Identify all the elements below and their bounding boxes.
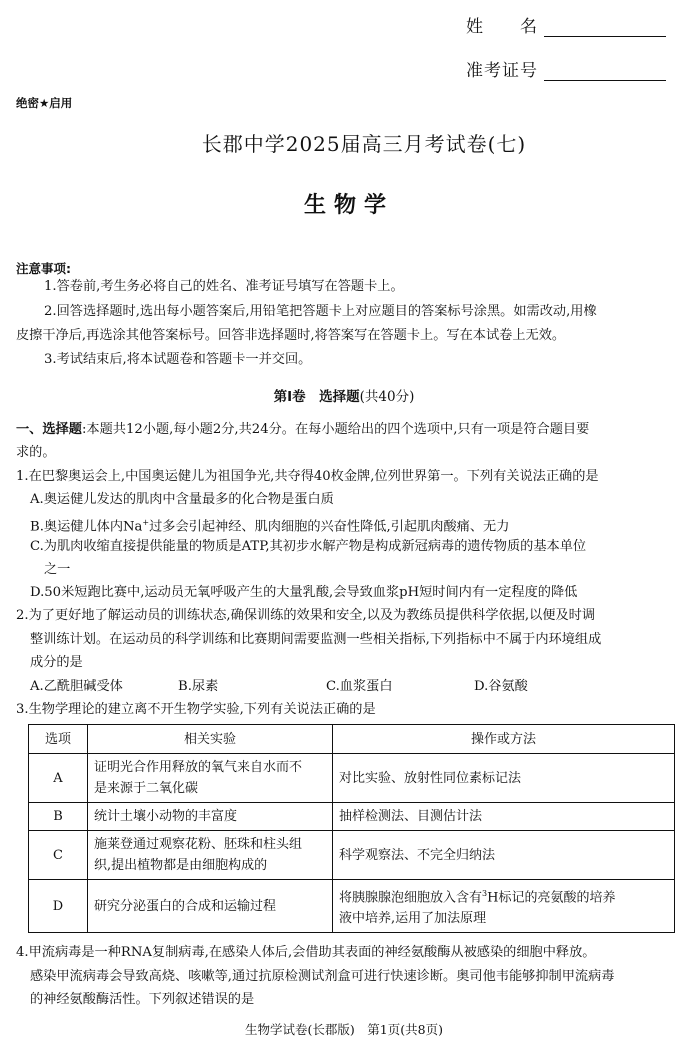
q1-option-a: A.奥运健儿发达的肌肉中含量最多的化合物是蛋白质 [30,492,334,507]
section-title [0,385,688,405]
row-method-sup: 3 [482,889,488,898]
experiment-table [28,724,675,933]
q1-option-c-cont: 之一 [44,562,71,577]
q4-stem-2: 感染甲流病毒会导致高烧、咳嗽等,通过抗原检测试剂盒可进行快速诊断。奥司他韦能够抑制甲流病毒 [30,969,615,984]
section-title-bold: 第Ⅰ卷 选择题 [273,389,360,405]
table-row [29,831,675,880]
row-experiment [88,754,333,803]
table-row [29,880,675,933]
name-blank[interactable] [544,14,666,37]
table-row [29,803,675,831]
q1-option-d: D.50米短跑比赛中,运动员无氧呼吸产生的大量乳酸,会导致血浆pH短时间内有一定程度的降低 [30,585,578,600]
q4-stem-3: 的神经氨酸酶活性。下列叙述错误的是 [30,992,255,1007]
row-experiment-line: 施莱登通过观察花粉、胚珠和柱头组 [94,837,303,852]
notice-line-3: 皮擦干净后,再选涂其他答案标号。回答非选择题时,将答案写在答题卡上。写在本试卷上无效。 [16,328,566,343]
exam-id-blank[interactable] [544,58,666,81]
secret-label: 绝密★启用 [16,96,73,110]
row-method: 抽样检测法、目测估计法 [333,803,675,831]
row-method-pre: 将胰腺腺泡细胞放入含有 [339,890,483,906]
col-header-method: 操作或方法 [333,725,675,754]
row-experiment: 统计土壤小动物的丰富度 [88,803,333,831]
name-field [466,12,666,37]
notice-line-2: 2.回答选择题时,选出每小题答案后,用铅笔把答题卡上对应题目的答案标号涂黑。如需改动,用橡 [44,304,597,319]
part-desc-2: 求的。 [16,445,56,460]
exam-id-field [466,56,666,81]
q1-option-b-post: 过多会引起神经、肌肉细胞的兴奋性降低,引起肌肉酸痛、无力 [149,519,510,535]
row-experiment-line: 是来源于二氧化碳 [94,781,199,796]
q2-stem-2: 整训练计划。在运动员的科学训练和比赛期间需要监测一些相关指标,下列指标中不属于内环境组成 [30,632,602,647]
q2-option-d: D.谷氨酸 [474,679,528,694]
page-footer: 生物学试卷(长郡版) 第1页(共8页) [245,1022,443,1037]
row-experiment: 研究分泌蛋白的合成和运输过程 [88,880,333,933]
notice-line-1: 1.答卷前,考生务必将自己的姓名、准考证号填写在答题卡上。 [44,279,404,294]
q2-options [30,676,622,698]
name-label: 姓 名 [466,17,538,37]
col-header-option: 选项 [29,725,88,754]
row-experiment [88,831,333,880]
section-title-points: (共40分) [359,389,415,405]
row-option: D [29,880,88,933]
q4-stem-1: 4.甲流病毒是一种RNA复制病毒,在感染人体后,会借助其表面的神经氨酸酶从被感染的细胞中释放。 [16,945,596,960]
subject-title: 生物学 [303,193,394,218]
row-method-post: H标记的亮氨酸的培养 [487,890,616,906]
q1-stem: 1.在巴黎奥运会上,中国奥运健儿为祖国争光,共夺得40枚金牌,位列世界第一。下列有关说法正确的是 [16,469,599,484]
q2-option-c: C.血浆蛋白 [326,679,393,694]
row-method [333,880,675,933]
q2-stem-3: 成分的是 [30,655,83,670]
q1-option-b [30,512,509,538]
col-header-experiment: 相关实验 [88,725,333,754]
exam-title: 长郡中学2025届高三月考试卷(七) [201,132,527,156]
exam-id-label: 准考证号 [466,61,538,81]
q2-option-a: A.乙酰胆碱受体 [30,679,123,694]
row-experiment-line: 织,提出植物都是由细胞构成的 [94,858,268,873]
row-method: 科学观察法、不完全归纳法 [333,831,675,880]
row-option: A [29,754,88,803]
table-row [29,754,675,803]
row-option: C [29,831,88,880]
row-method-line: 液中培养,运用了加法原理 [339,911,487,927]
row-option: B [29,803,88,831]
row-method-line [339,883,668,908]
part-instructions [16,419,589,441]
table-header-row [29,725,675,754]
q1-option-c: C.为肌肉收缩直接提供能量的物质是ATP,其初步水解产物是构成新冠病毒的遗传物质的基本单位 [30,539,587,554]
q3-stem: 3.生物学理论的建立离不开生物学实验,下列有关说法正确的是 [16,702,376,717]
notice-line-4: 3.考试结束后,将本试题卷和答题卡一并交回。 [44,352,312,367]
q2-option-b: B.尿素 [178,679,219,694]
notice-heading: 注意事项: [16,261,71,276]
part-label: 一、选择题 [16,422,82,437]
q2-stem-1: 2.为了更好地了解运动员的训练状态,确保训练的效果和安全,以及为教练员提供科学依据,以便及时调 [16,608,596,623]
row-method: 对比实验、放射性同位素标记法 [333,754,675,803]
row-experiment-line: 证明光合作用释放的氧气来自水而不 [94,760,303,775]
q1-option-b-sup: + [142,518,150,527]
q1-option-b-pre: B.奥运健儿体内Na [30,519,143,535]
part-desc: :本题共12小题,每小题2分,共24分。在每小题给出的四个选项中,只有一项是符合题目要 [81,422,590,437]
